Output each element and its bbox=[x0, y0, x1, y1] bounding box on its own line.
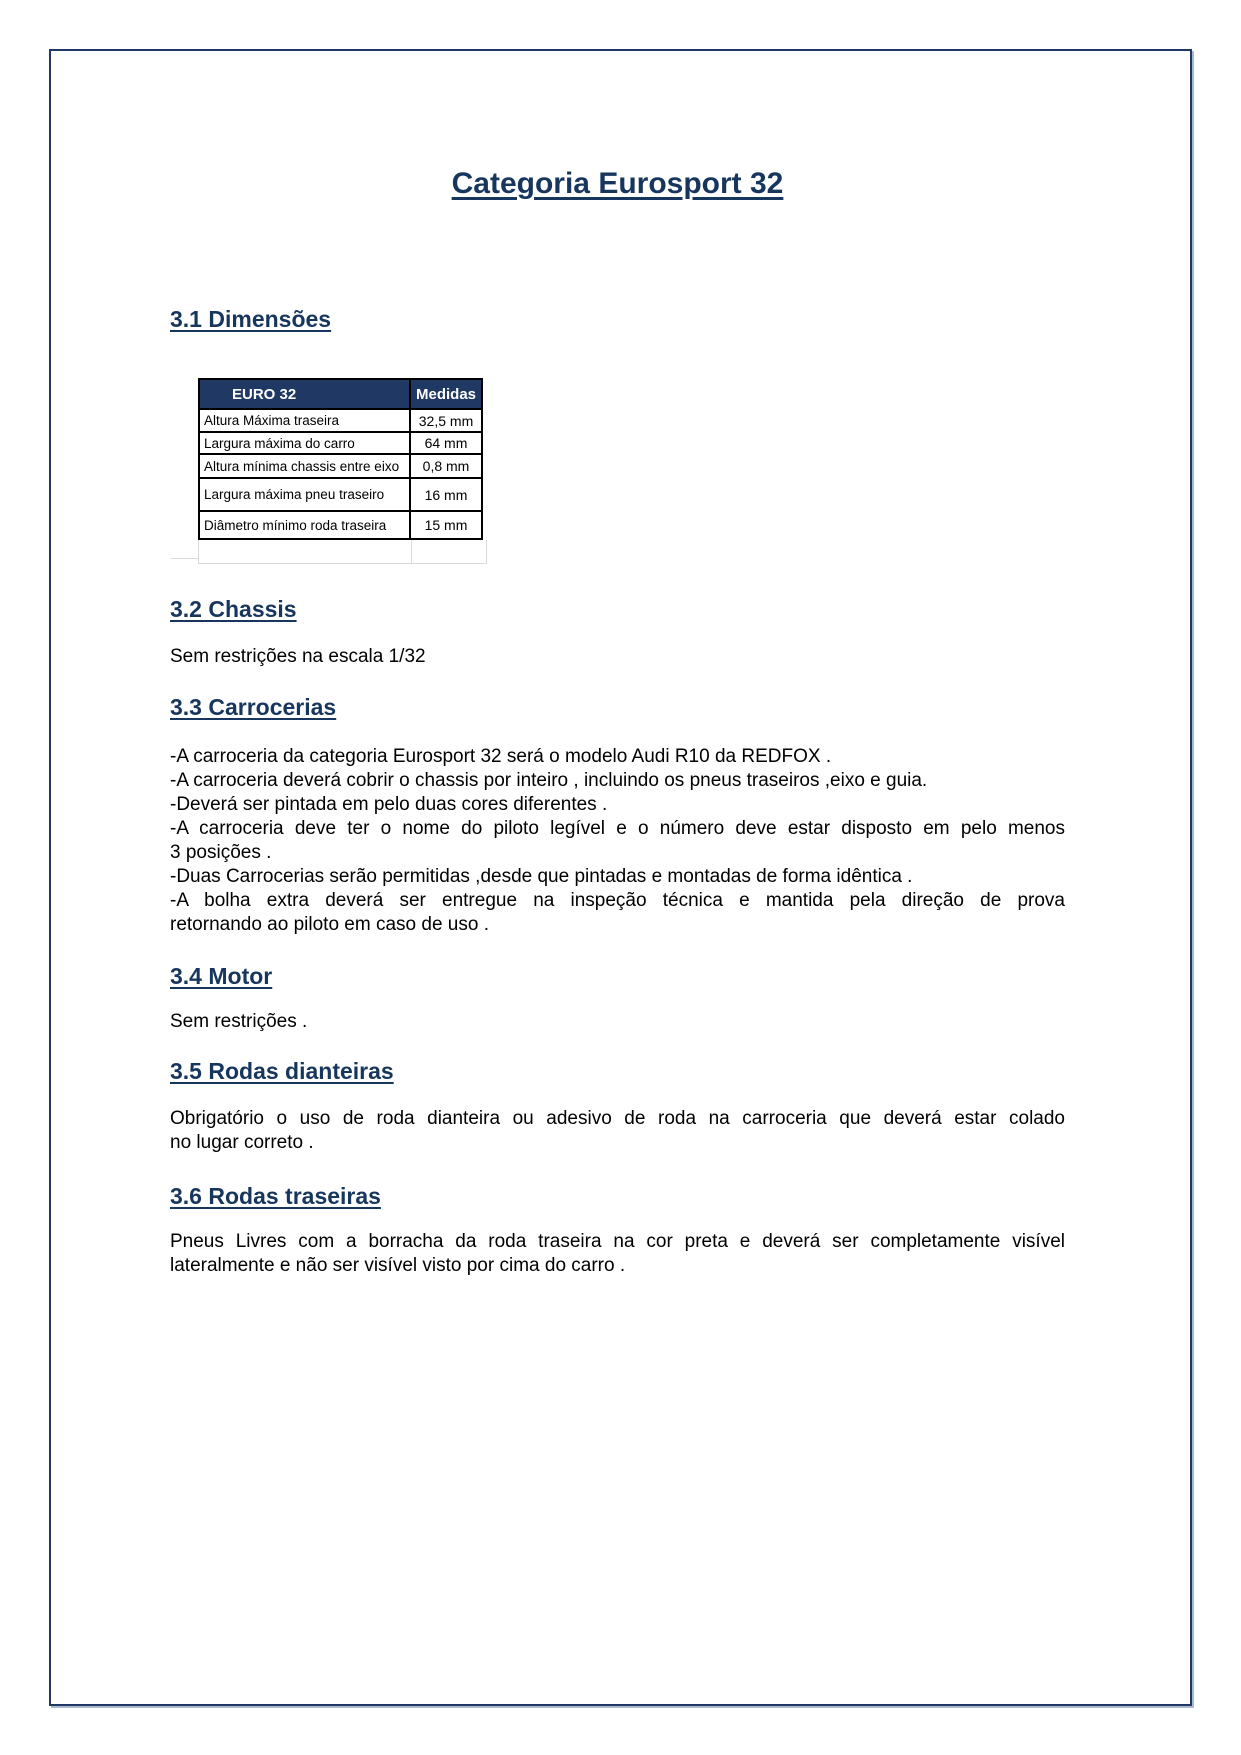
body-line: lateralmente e não ser visível visto por cima do carro . bbox=[170, 1255, 626, 1276]
table-cell-label: Diâmetro mínimo roda traseira bbox=[199, 511, 410, 539]
body-line: -A carroceria da categoria Eurosport 32 será o modelo Audi R10 da REDFOX . bbox=[170, 746, 832, 767]
chassis-paragraph bbox=[170, 645, 1065, 669]
section-heading-rodas-traseiras: 3.6 Rodas traseiras bbox=[170, 1183, 381, 1209]
table-header-medidas: Medidas bbox=[410, 379, 482, 409]
table-cell-value: 0,8 mm bbox=[410, 454, 482, 478]
table-cell-label: Largura máxima pneu traseiro bbox=[199, 478, 410, 511]
body-line: no lugar correto . bbox=[170, 1132, 314, 1153]
section-heading-motor: 3.4 Motor bbox=[170, 963, 273, 989]
rodas-traseiras-paragraph bbox=[170, 1230, 1065, 1278]
table-cell-label: Altura mínima chassis entre eixo bbox=[199, 454, 410, 478]
body-line: Sem restrições . bbox=[170, 1011, 308, 1032]
table-row bbox=[199, 511, 482, 539]
body-line: -A bolha extra deverá ser entregue na inspeção técnica e mantida pela direção de prova bbox=[170, 890, 1065, 911]
spreadsheet-gridline-remnant bbox=[198, 540, 487, 564]
body-line: -Duas Carrocerias serão permitidas ,desde que pintadas e montadas de forma idêntica . bbox=[170, 866, 913, 887]
section-heading-rodas-dianteiras: 3.5 Rodas dianteiras bbox=[170, 1058, 394, 1084]
section-heading-carrocerias: 3.3 Carrocerias bbox=[170, 694, 337, 720]
section-heading-dimensoes: 3.1 Dimensões bbox=[170, 306, 332, 332]
table-header-euro32: EURO 32 bbox=[199, 379, 410, 409]
table-cell-value: 32,5 mm bbox=[410, 409, 482, 432]
body-line: -A carroceria deverá cobrir o chassis por inteiro , incluindo os pneus traseiros ,eixo e guia. bbox=[170, 770, 928, 791]
dimensions-table bbox=[198, 378, 483, 540]
body-line: -Deverá ser pintada em pelo duas cores diferentes . bbox=[170, 794, 608, 815]
table-cell-value: 16 mm bbox=[410, 478, 482, 511]
table-row bbox=[199, 432, 482, 454]
body-line: Pneus Livres com a borracha da roda traseira na cor preta e deverá ser completamente visível bbox=[170, 1231, 1065, 1252]
body-line: -A carroceria deve ter o nome do piloto legível e o número deve estar disposto em pelo menos bbox=[170, 818, 1065, 839]
table-row bbox=[199, 454, 482, 478]
rodas-dianteiras-paragraph bbox=[170, 1107, 1065, 1155]
table-cell-value: 64 mm bbox=[410, 432, 482, 454]
section-heading-chassis: 3.2 Chassis bbox=[170, 596, 297, 622]
page-title: Categoria Eurosport 32 bbox=[451, 167, 784, 200]
table-cell-label: Altura Máxima traseira bbox=[199, 409, 410, 432]
body-line: 3 posições . bbox=[170, 842, 272, 863]
table-cell-value: 15 mm bbox=[410, 511, 482, 539]
body-line: Obrigatório o uso de roda dianteira ou adesivo de roda na carroceria que deverá estar colado bbox=[170, 1108, 1065, 1129]
body-line: Sem restrições na escala 1/32 bbox=[170, 646, 426, 667]
table-row bbox=[199, 478, 482, 511]
body-line: retornando ao piloto em caso de uso . bbox=[170, 914, 489, 935]
table-header-row bbox=[199, 379, 482, 409]
motor-paragraph bbox=[170, 1010, 1065, 1034]
table-row bbox=[199, 409, 482, 432]
carrocerias-paragraph bbox=[170, 745, 1065, 937]
document-content bbox=[170, 0, 1065, 1278]
table-cell-label: Largura máxima do carro bbox=[199, 432, 410, 454]
